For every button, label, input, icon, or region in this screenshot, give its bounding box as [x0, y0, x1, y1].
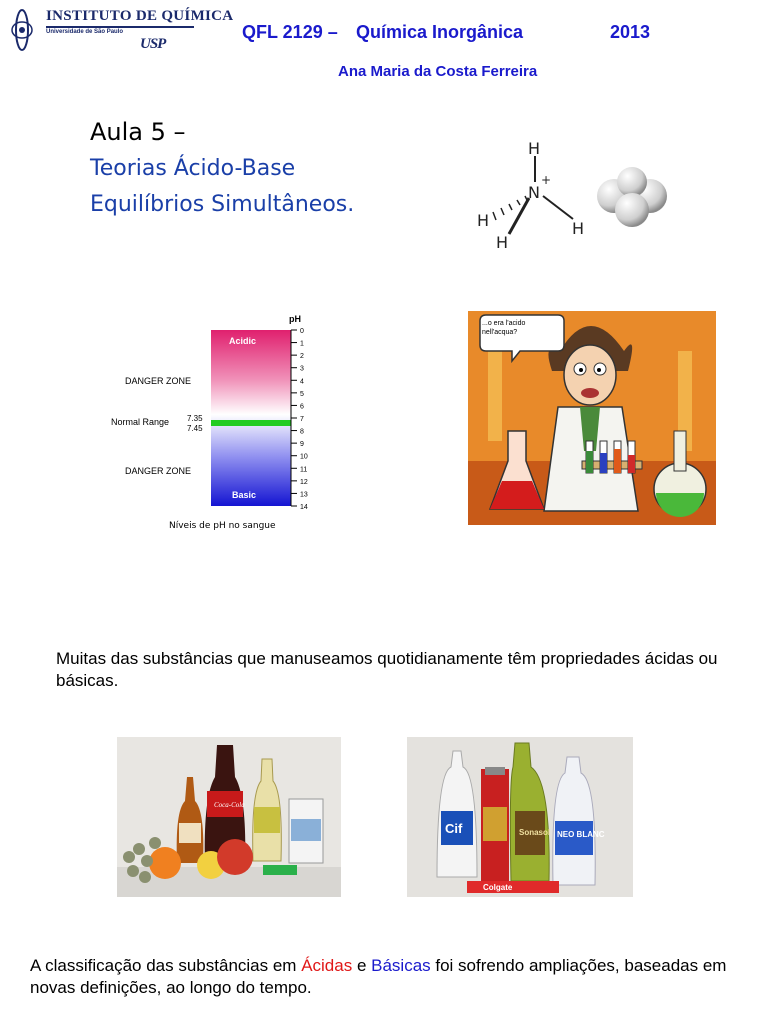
logo-title: INSTITUTO DE QUÍMICA — [46, 8, 234, 24]
danger-zone-top: DANGER ZONE — [125, 376, 192, 386]
classification-paragraph — [30, 955, 730, 999]
brand-sonasol: Sonasol — [519, 828, 551, 837]
ph-tick-label: 3 — [300, 365, 304, 373]
ammonium-structure — [465, 134, 585, 254]
base-term: Básicas — [371, 956, 431, 975]
ph-unit-label: pH — [289, 314, 301, 324]
ph-tick-label: 10 — [300, 453, 308, 461]
ph-tick-label: 8 — [300, 428, 304, 436]
ammonium-space-filling-model — [592, 166, 672, 230]
usp-logo-text: USP — [140, 36, 166, 52]
brand-cif: Cif — [445, 821, 463, 836]
topic-line-1: Teorias Ácido-Base — [90, 156, 296, 181]
ph-tick-label: 5 — [300, 390, 304, 398]
normal-range-low: 7.35 — [187, 414, 203, 423]
acid-term: Ácidas — [301, 956, 353, 975]
classification-text-start: A classificação das substâncias em — [30, 956, 302, 975]
ph-tick-label: 9 — [300, 441, 304, 449]
ph-ticks — [291, 328, 308, 511]
atom-h-right: H — [572, 219, 585, 238]
course-year: 2013 — [610, 22, 651, 42]
lesson-title: Aula 5 – — [90, 118, 186, 146]
atom-logo-icon — [10, 4, 44, 54]
ph-tick-label: 12 — [300, 478, 308, 486]
course-name: Química Inorgânica — [356, 22, 524, 42]
ph-tick-label: 2 — [300, 353, 304, 361]
ph-tick-label: 6 — [300, 403, 304, 411]
ph-caption: Níveis de pH no sangue — [169, 521, 276, 531]
logo-subtitle: Universidade de São Paulo — [46, 29, 124, 35]
ph-gradient-bar — [211, 330, 291, 506]
cleaning-products-photo — [407, 737, 633, 897]
charge-plus: + — [541, 173, 552, 187]
normal-range-high: 7.45 — [187, 424, 203, 433]
ph-tick-label: 4 — [300, 378, 304, 386]
acidic-label: Acidic — [229, 336, 257, 346]
ph-blood-chart — [105, 310, 315, 538]
logo-divider — [46, 26, 194, 28]
classification-text-end: foi sofrendo ampliações, baseadas em novas definições, ao longo do tempo. — [30, 956, 727, 997]
atom-h-bottom: H — [496, 233, 509, 252]
author-name: Ana Maria da Costa Ferreira — [338, 63, 538, 80]
atom-h-top: H — [528, 139, 541, 158]
cola-label: Coca-Cola — [214, 801, 245, 809]
intro-paragraph: Muitas das substâncias que manuseamos quotidianamente têm propriedades ácidas ou básicas. — [56, 649, 718, 690]
topic-line-2: Equilíbrios Simultâneos. — [90, 192, 355, 217]
ph-tick-label: 13 — [300, 491, 308, 499]
brand-colgate: Colgate — [483, 883, 513, 892]
ph-tick-label: 14 — [300, 504, 308, 511]
ph-tick-label: 7 — [300, 416, 304, 423]
conjunction: e — [352, 956, 372, 975]
atom-n: N — [528, 183, 540, 202]
mad-scientist-cartoon — [468, 311, 716, 525]
basic-label: Basic — [232, 490, 257, 500]
normal-range-label: Normal Range — [111, 417, 170, 427]
ph-tick-label: 11 — [300, 466, 308, 474]
ph-tick-label: 1 — [300, 340, 304, 348]
speech-text: ...o era l'acido nell'acqua? — [482, 320, 526, 336]
ph-tick-label: 0 — [300, 328, 304, 335]
brand-neo-blanc: NEO BLANC — [557, 830, 605, 839]
course-code: QFL 2129 – — [242, 22, 338, 42]
normal-range-band — [211, 420, 291, 426]
danger-zone-bottom: DANGER ZONE — [125, 466, 192, 476]
acidic-foods-photo — [117, 737, 341, 897]
ph-scale-graphic — [105, 310, 315, 538]
atom-h-left: H — [477, 211, 490, 230]
